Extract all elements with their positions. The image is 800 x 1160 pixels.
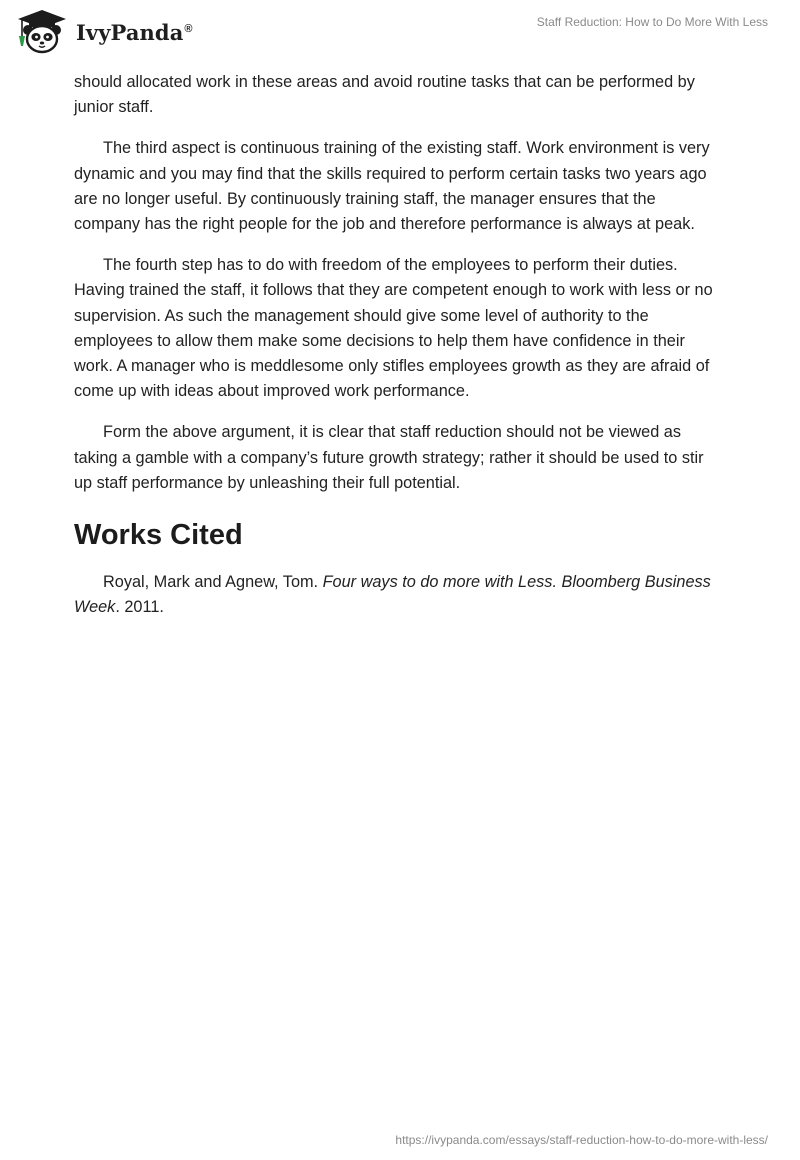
essay-body <box>74 70 724 620</box>
citation-year: . 2011. <box>115 598 164 617</box>
paragraph: should allocated work in these areas and avoid routine tasks that can be performed by junior staff. <box>74 73 695 117</box>
paragraph: Form the above argument, it is clear that staff reduction should not be viewed as taking a gamble with a company’s future growth strategy; rather it should be used to stir up staff performance by unleashing their full potential. <box>74 423 704 492</box>
citation-authors: Royal, Mark and Agnew, Tom. <box>103 573 323 592</box>
paragraph: The third aspect is continuous training of the existing staff. Work environment is very dynamic and you may find that the skills required to perform certain tasks two years ago are no longer useful. By continuously training staff, the manager ensures that the company has the right people for the job and therefore performance is always at peak. <box>74 139 710 234</box>
citation-title: Four ways to do more with Less. Bloomberg Business Week <box>74 573 711 617</box>
registered-mark: ® <box>184 22 193 35</box>
paragraph: The fourth step has to do with freedom of the employees to perform their duties. Having trained the staff, it follows that they are competent enough to work with less or no supervision. As such the management should give some level of authority to the employees to allow them make some decisions to help them have confidence in their work. A manager who is meddlesome only stifles employees growth as they are afraid of come up with ideas about improved work performance. <box>74 256 713 401</box>
citation-entry <box>74 570 724 620</box>
works-cited-heading: Works Cited <box>74 519 243 552</box>
brand-name: IvyPanda® <box>76 19 193 45</box>
source-url[interactable]: https://ivypanda.com/essays/staff-reduction-how-to-do-more-with-less/ <box>395 1133 768 1147</box>
panda-graduation-cap-icon <box>14 8 70 56</box>
document-title: Staff Reduction: How to Do More With Less <box>536 15 768 29</box>
ivypanda-logo[interactable] <box>14 8 193 56</box>
page-header <box>0 0 800 64</box>
